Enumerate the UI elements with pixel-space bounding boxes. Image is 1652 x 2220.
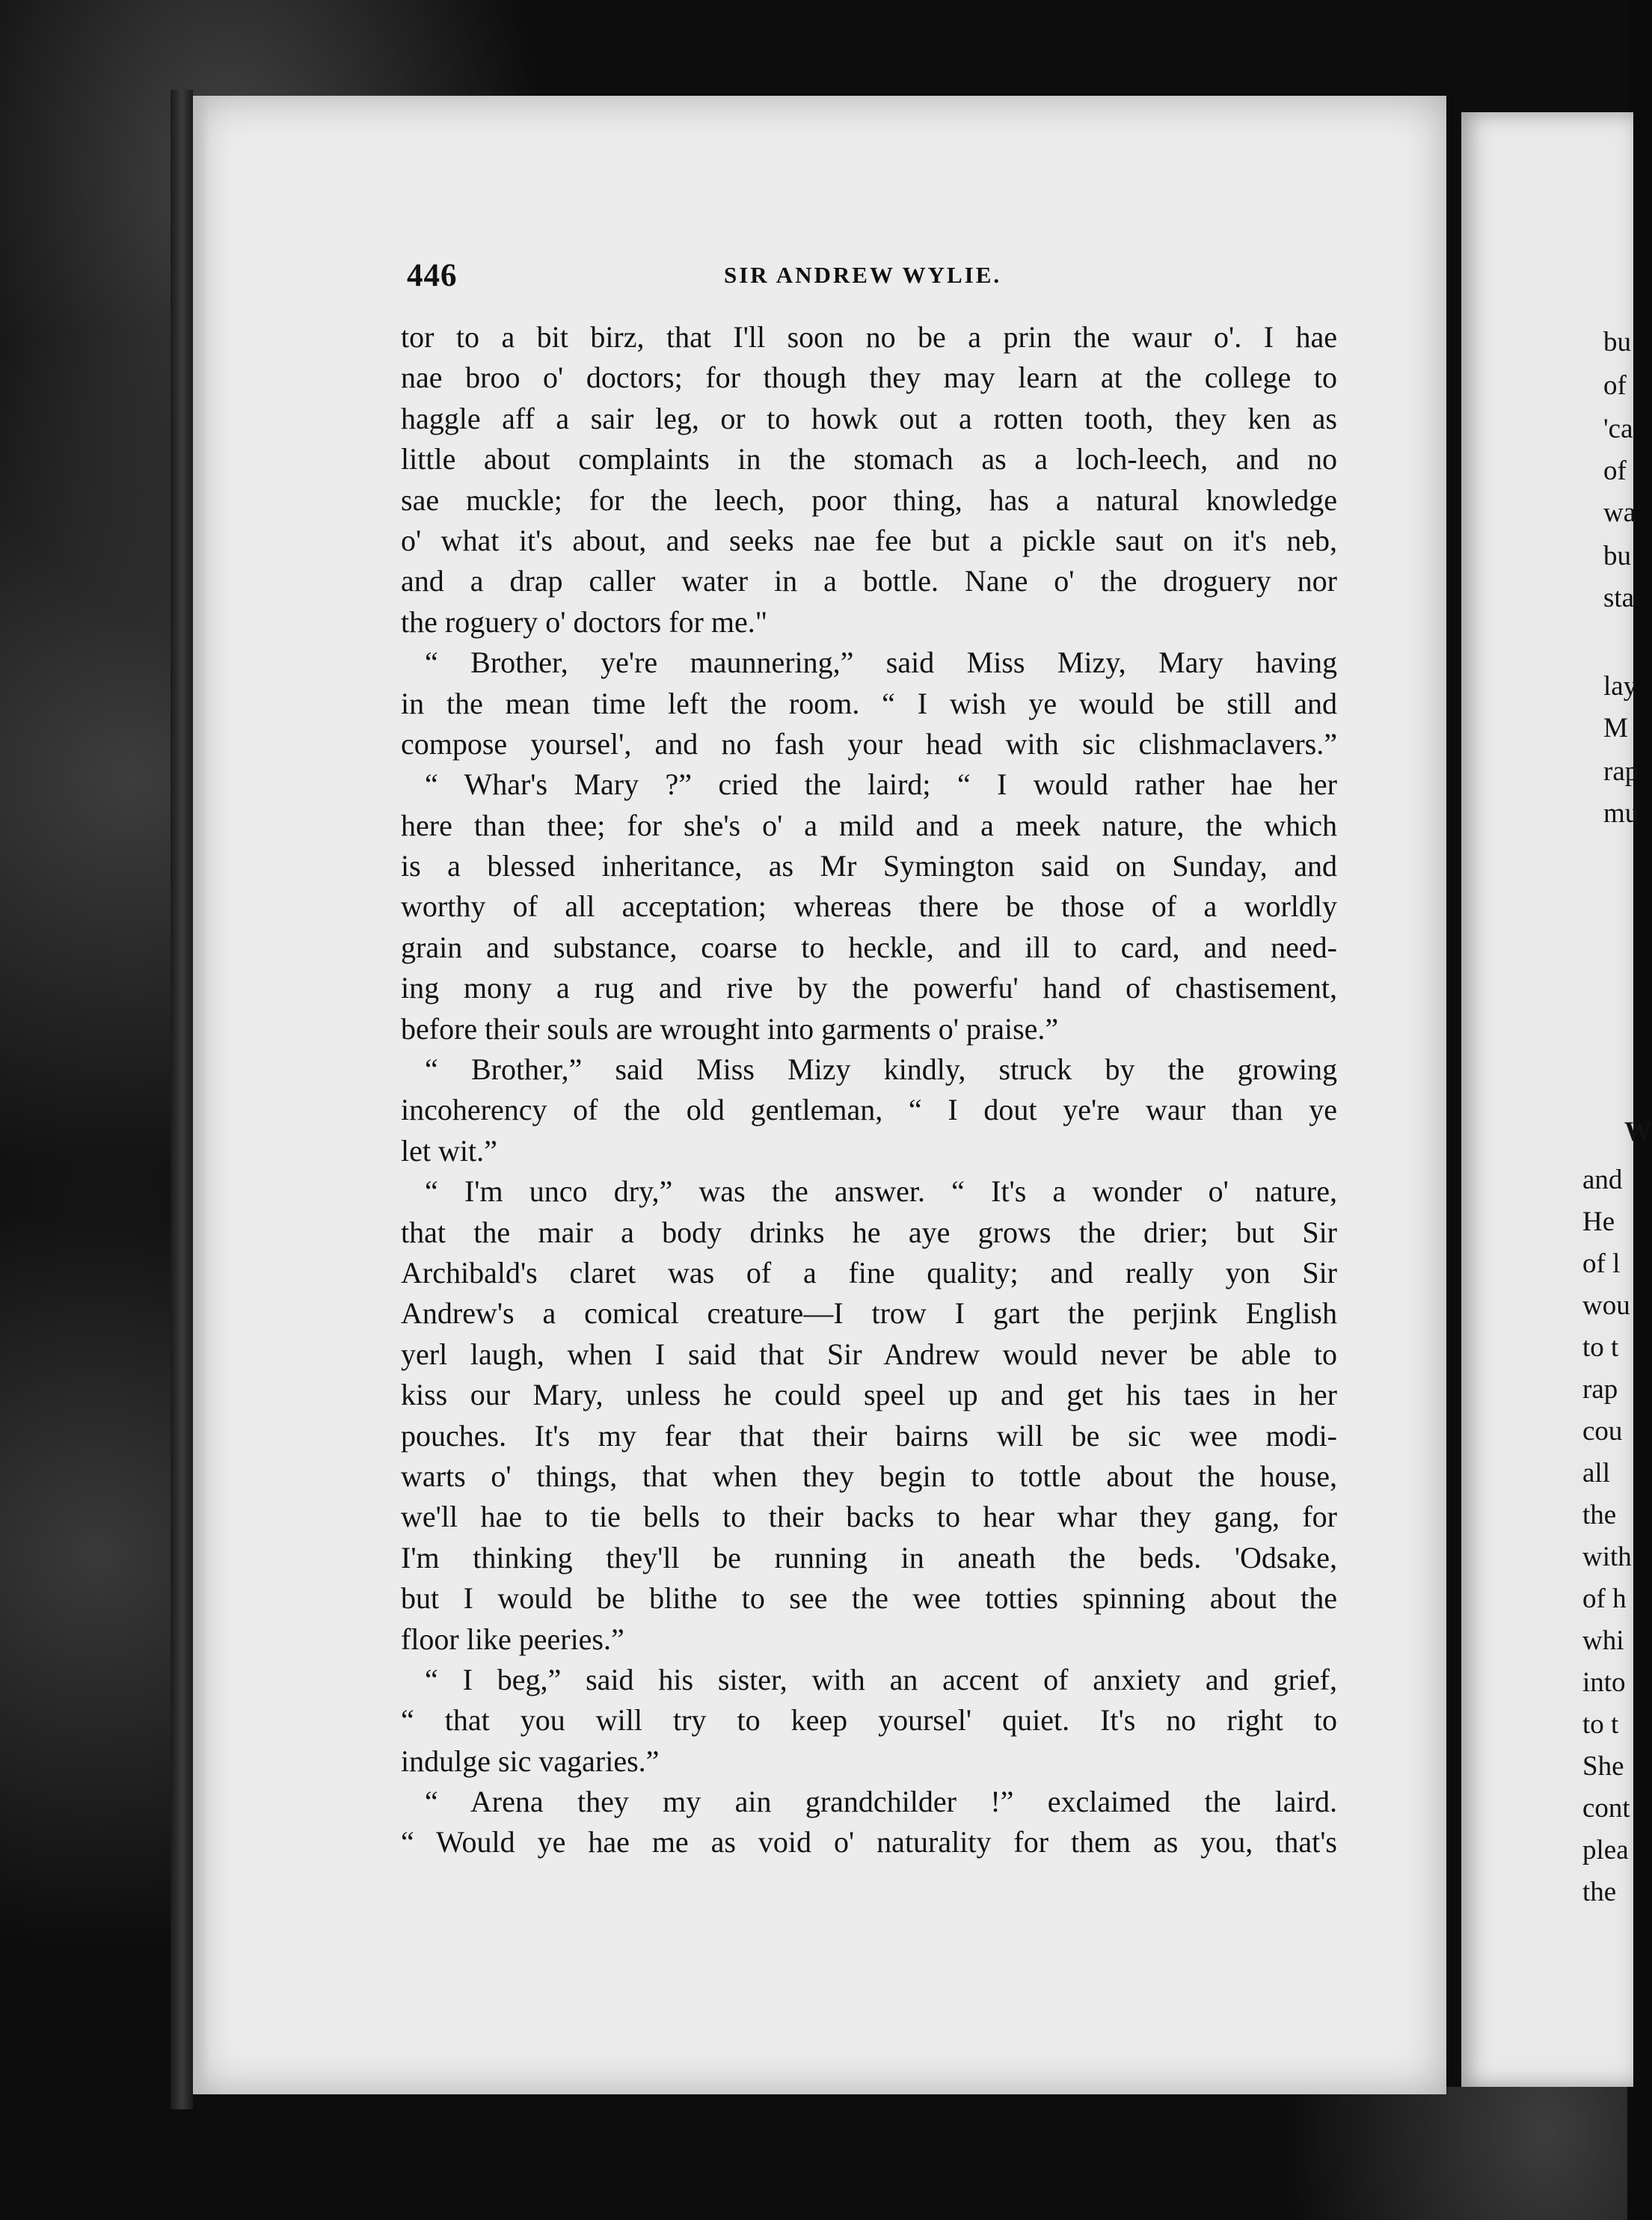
right-fragment: of h bbox=[1582, 1583, 1627, 1614]
page-number: 446 bbox=[407, 258, 458, 293]
right-page-text bbox=[1567, 0, 1652, 2220]
right-fragment: bu bbox=[1603, 541, 1631, 571]
text-line: indulge sic vagaries.” bbox=[401, 1744, 660, 1778]
text-line: the roguery o' doctors for me." bbox=[401, 604, 768, 639]
right-fragment: of bbox=[1603, 370, 1627, 401]
right-fragment: rap bbox=[1582, 1374, 1618, 1405]
right-fragment: mu bbox=[1603, 798, 1639, 829]
right-fragment: the bbox=[1582, 1500, 1617, 1530]
right-fragment: with bbox=[1582, 1542, 1632, 1572]
text-line: “ Brother, ye're maunnering,” said Miss Mizy, Mary having bbox=[425, 646, 1337, 680]
right-fragment: all bbox=[1582, 1458, 1610, 1488]
text-line: o' what it's about, and seeks nae fee but a pickle saut on it's neb, bbox=[401, 523, 1337, 557]
text-line: tor to a bit birz, that I'll soon no be a prin the waur o'. I hae bbox=[401, 320, 1337, 354]
text-line: haggle aff a sair leg, or to howk out a rotten tooth, they ken as bbox=[401, 401, 1337, 435]
right-fragment: W bbox=[1624, 1117, 1652, 1147]
text-line: let wit.” bbox=[401, 1133, 497, 1168]
text-line: compose yoursel', and no fash your head with sic clishmaclavers.” bbox=[401, 726, 1337, 761]
right-fragment: wou bbox=[1582, 1290, 1630, 1321]
text-line: grain and substance, coarse to heckle, and ill to card, and need- bbox=[401, 930, 1337, 964]
right-fragment: rap bbox=[1603, 756, 1639, 787]
text-line: before their souls are wrought into garments o' praise.” bbox=[401, 1011, 1059, 1046]
text-line: sae muckle; for the leech, poor thing, has a natural knowledge bbox=[401, 482, 1337, 517]
text-line: ing mony a rug and rive by the powerfu' hand of chastisement, bbox=[401, 971, 1337, 1005]
right-fragment: into bbox=[1582, 1667, 1626, 1698]
text-line: I'm thinking they'll be running in aneath the beds. 'Odsake, bbox=[401, 1540, 1337, 1574]
text-line: Archibald's claret was of a fine quality; and really yon Sir bbox=[401, 1255, 1337, 1290]
text-line: Andrew's a comical creature—I trow I gart the perjink English bbox=[401, 1296, 1337, 1331]
right-fragment: sta bbox=[1603, 583, 1635, 613]
right-fragment: whi bbox=[1582, 1625, 1624, 1656]
right-fragment: 'ca bbox=[1603, 414, 1633, 444]
text-line: “ I beg,” said his sister, with an accent of anxiety and grief, bbox=[425, 1662, 1337, 1696]
right-fragment: of bbox=[1603, 456, 1627, 486]
text-line: little about complaints in the stomach as a loch-leech, and no bbox=[401, 442, 1337, 476]
running-title: SIR ANDREW WYLIE. bbox=[724, 262, 1002, 288]
text-line: kiss our Mary, unless he could speel up and get his taes in her bbox=[401, 1378, 1337, 1412]
right-fragment: of l bbox=[1582, 1248, 1621, 1279]
right-fragment: the bbox=[1582, 1877, 1617, 1907]
text-line: “ Arena they my ain grandchilder !” exclaimed the laird. bbox=[425, 1785, 1337, 1819]
right-fragment: She bbox=[1582, 1751, 1624, 1782]
text-line: “ Brother,” said Miss Mizy kindly, struck by the growing bbox=[425, 1052, 1337, 1087]
text-line: yerl laugh, when I said that Sir Andrew would never be able to bbox=[401, 1337, 1337, 1371]
right-fragment: to t bbox=[1582, 1332, 1619, 1363]
text-line: incoherency of the old gentleman, “ I dout ye're waur than ye bbox=[401, 1093, 1337, 1127]
text-line: is a blessed inheritance, as Mr Symington said on Sunday, and bbox=[401, 849, 1337, 883]
text-line: pouches. It's my fear that their bairns will be sic wee modi- bbox=[401, 1418, 1337, 1453]
text-line: “ that you will try to keep yoursel' quiet. It's no right to bbox=[401, 1703, 1337, 1738]
text-line: warts o' things, that when they begin to tottle about the house, bbox=[401, 1459, 1337, 1493]
text-line: and a drap caller water in a bottle. Nane o' the droguery nor bbox=[401, 564, 1337, 598]
text-line: that the mair a body drinks he aye grows the drier; but Sir bbox=[401, 1215, 1337, 1249]
text-line: worthy of all acceptation; whereas there be those of a worldly bbox=[401, 889, 1337, 924]
page-gutter bbox=[1446, 112, 1461, 2087]
right-fragment: cou bbox=[1582, 1416, 1623, 1447]
book-spine bbox=[171, 90, 193, 2109]
text-line: nae broo o' doctors; for though they may learn at the college to bbox=[401, 361, 1337, 395]
text-line: but I would be blithe to see the wee totties spinning about the bbox=[401, 1581, 1337, 1616]
right-fragment: He bbox=[1582, 1206, 1615, 1237]
right-fragment: lay bbox=[1603, 671, 1638, 702]
right-fragment: M bbox=[1603, 713, 1628, 743]
text-line: in the mean time left the room. “ I wish ye would be still and bbox=[401, 686, 1337, 720]
right-fragment: to t bbox=[1582, 1709, 1619, 1740]
text-line: floor like peeries.” bbox=[401, 1622, 624, 1656]
right-fragment: plea bbox=[1582, 1835, 1629, 1865]
text-line: here than thee; for she's o' a mild and a meek nature, the which bbox=[401, 808, 1337, 842]
text-line: we'll hae to tie bells to their backs to hear whar they gang, for bbox=[401, 1500, 1337, 1534]
page-header bbox=[407, 257, 1331, 302]
text-line: “ Whar's Mary ?” cried the laird; “ I would rather hae her bbox=[425, 767, 1337, 802]
body-text bbox=[401, 317, 1337, 1863]
text-line: “ I'm unco dry,” was the answer. “ It's a wonder o' nature, bbox=[425, 1174, 1337, 1209]
right-fragment: bu bbox=[1603, 327, 1631, 358]
text-line: “ Would ye hae me as void o' naturality for them as you, that's bbox=[401, 1825, 1337, 1859]
right-fragment: cont bbox=[1582, 1793, 1630, 1824]
right-fragment: wa bbox=[1603, 497, 1636, 528]
right-fragment: and bbox=[1582, 1165, 1623, 1195]
